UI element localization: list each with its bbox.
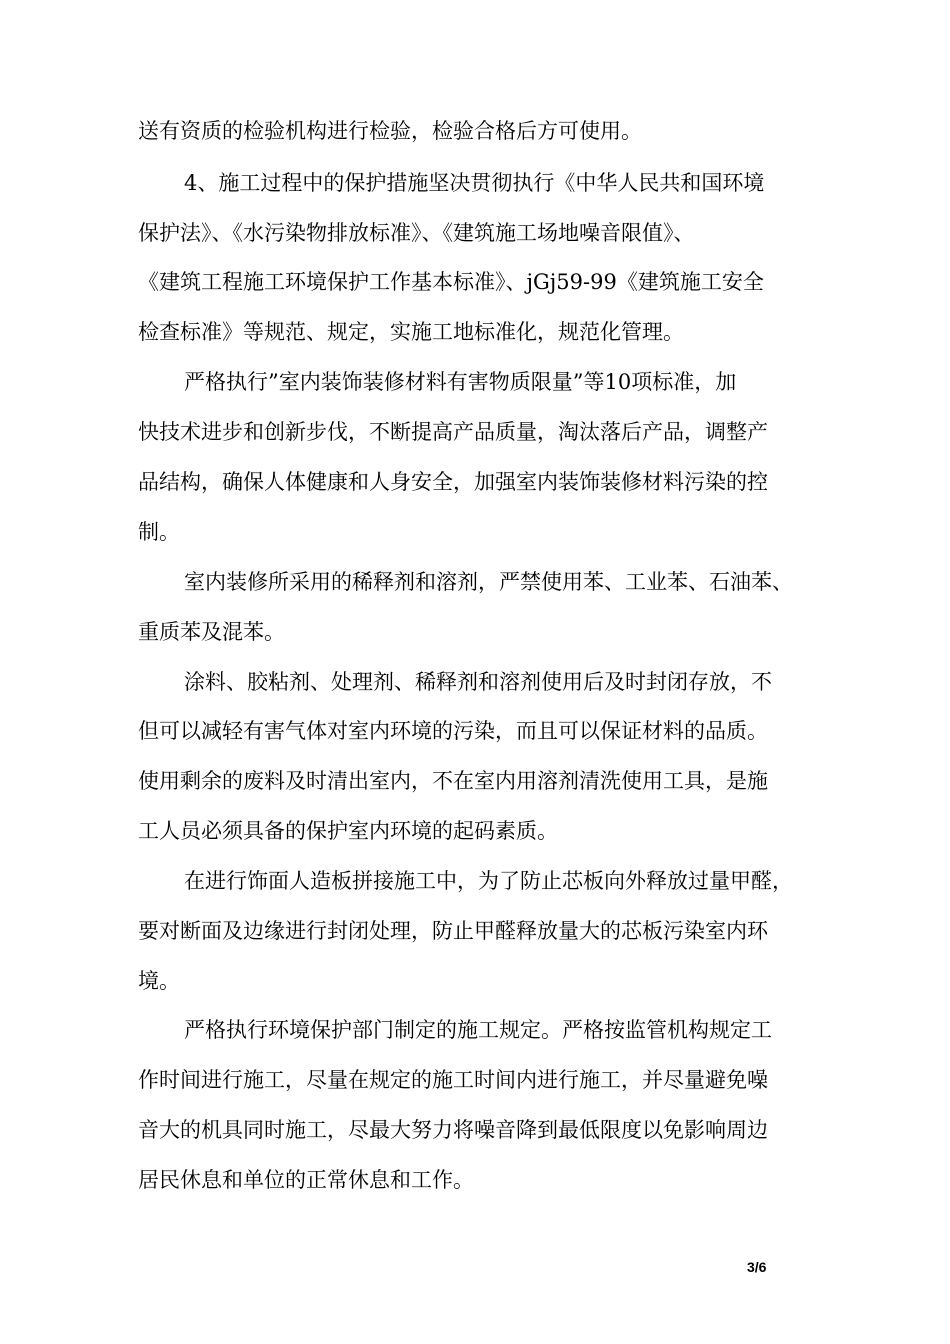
text-line: 4、施工过程中的保护措施坚决贯彻执行《中华人民共和国环境 [184, 171, 765, 195]
text-line: 但可以减轻有害气体对室内环境的污染，而且可以保证材料的品质。 [138, 719, 768, 743]
text-line: 严格执行”室内装饰装修材料有害物质限量”等10项标准，加 [184, 370, 737, 394]
text-line: 《建筑工程施工环境保护工作基本标准》、jGj59-99《建筑施工安全 [138, 270, 764, 294]
text-line: 要对断面及边缘进行封闭处理，防止甲醛释放量大的芯板污染室内环 [138, 919, 768, 943]
text-line: 使用剩余的废料及时清出室内，不在室内用溶剂清洗使用工具，是施 [138, 769, 768, 793]
text-line: 境。 [138, 969, 180, 993]
text-line: 检查标准》等规范、规定，实施工地标准化，规范化管理。 [138, 320, 684, 344]
text-line: 严格执行环境保护部门制定的施工规定。严格按监管机构规定工 [184, 1018, 772, 1042]
text-line: 送有资质的检验机构进行检验，检验合格后方可使用。 [138, 119, 642, 143]
text-line: 重质苯及混苯。 [138, 620, 285, 644]
text-line: 制。 [138, 520, 180, 544]
text-line: 室内装修所采用的稀释剂和溶剂，严禁使用苯、工业苯、石油苯、 [184, 570, 793, 594]
page-number: 3/6 [747, 1259, 767, 1275]
text-line: 居民休息和单位的正常休息和工作。 [138, 1168, 474, 1192]
text-line: 音大的机具同时施工，尽最大努力将噪音降到最低限度以免影响周边 [138, 1118, 768, 1142]
text-line: 工人员必须具备的保护室内环境的起码素质。 [138, 819, 558, 843]
text-line: 品结构，确保人体健康和人身安全，加强室内装饰装修材料污染的控 [138, 470, 768, 494]
text-line: 在进行饰面人造板拼接施工中，为了防止芯板向外释放过量甲醛， [184, 869, 793, 893]
text-line: 保护法》、《水污染物排放标准》、《建筑施工场地噪音限值》、 [138, 221, 695, 245]
text-line: 作时间进行施工，尽量在规定的施工时间内进行施工，并尽量避免噪 [138, 1068, 768, 1092]
text-line: 涂料、胶粘剂、处理剂、稀释剂和溶剂使用后及时封闭存放，不 [184, 670, 772, 694]
text-line: 快技术进步和创新步伐，不断提高产品质量，淘汰落后产品，调整产 [138, 420, 768, 444]
